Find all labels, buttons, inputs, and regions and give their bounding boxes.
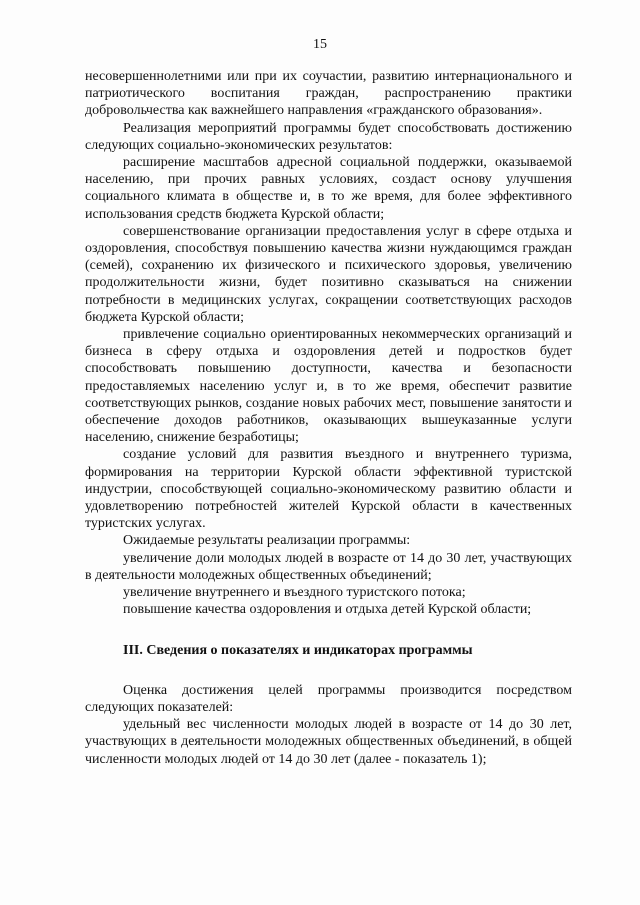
paragraph: привлечение социально ориентированных некоммерческих организаций и бизнеса в сферу отдыха и оздоровления детей и подростков будет способствовать повышению доступности, качества и безопасности предоставляемых населению услуг и, в то же время, обеспечит развитие соответствующих рынков, создание новых рабочих мест, повышение занятости и обеспечение доходов работников, оказывающих вышеуказанные услуги населению, снижение безработицы; [85,327,572,446]
paragraph: Оценка достижения целей программы производится посредством следующих показателей: [85,682,572,715]
body-text [85,68,572,768]
paragraph: повышение качества оздоровления и отдыха детей Курской области; [123,602,532,618]
paragraph: совершенствование организации предоставления услуг в сфере отдыха и оздоровления, способствуя повышению качества жизни нуждающимся граждан (семей), сохранению их физического и психического здоровья, увеличению продолжительности жизни, будет позитивно сказываться на снижении потребности в медицинских услугах, сокращении соответствующих расходов бюджета Курской области; [85,223,572,325]
paragraph: увеличение внутреннего и въездного туристского потока; [123,585,466,601]
paragraph: расширение масштабов адресной социальной поддержки, оказываемой населению, при прочих равных условиях, создаст основу улучшения социального климата в обществе и, в то же время, для более эффективного использования средств бюджета Курской области; [85,155,572,222]
paragraph: несовершеннолетними или при их соучастии, развитию интернационального и патриотического воспитания граждан, распространению практики добровольчества как важнейшего направления «гражданского образования». [85,69,572,119]
paragraph: увеличение доли молодых людей в возрасте от 14 до 30 лет, участвующих в деятельности молодежных общественных объединений; [85,550,572,583]
paragraph: создание условий для развития въездного и внутреннего туризма, формирования на территории Курской области эффективной туристской индустрии, способствующей социально-экономическому развитию области и удовлетворению потребностей жителей Курской области в качественных туристских услугах. [85,447,572,532]
paragraph: Ожидаемые результаты реализации программы: [123,533,411,549]
paragraph: удельный вес численности молодых людей в возрасте от 14 до 30 лет, участвующих в деятельности молодежных общественных объединений, в общей численности молодых людей от 14 до 30 лет (далее - показатель 1); [85,717,572,767]
section-heading: III. Сведения о показателях и индикаторах программы [123,642,473,658]
paragraph: Реализация мероприятий программы будет способствовать достижению следующих социально-экономических результатов: [85,120,572,153]
page-number: 15 [313,37,327,52]
